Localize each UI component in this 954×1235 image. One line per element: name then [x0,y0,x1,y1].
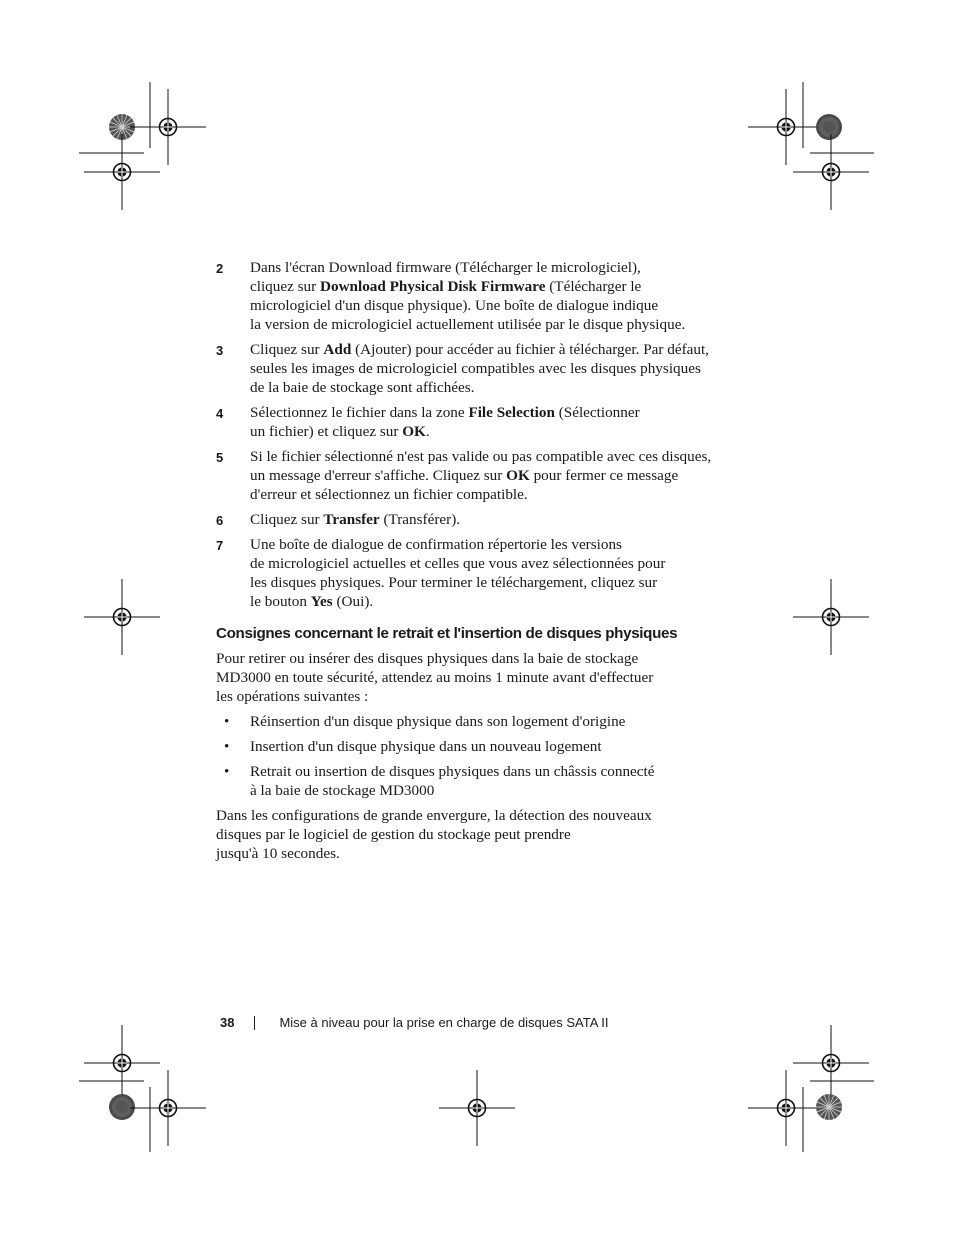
step-ui-term: OK [506,467,530,484]
step-ui-term: Add [323,341,352,358]
step-ui-term: OK [402,423,426,440]
step-item [216,447,736,504]
step-text-run: (Télécharger le [545,278,642,295]
step-text [250,535,736,611]
step-text-run: . [425,423,430,440]
intro-line: les opérations suivantes : [216,688,369,705]
step-item [216,340,736,397]
step-text-run: Si le fichier sélectionné n'est pas valide ou pas compatible avec ces disques, [250,448,712,465]
step-text [250,510,736,529]
step-number: 4 [216,406,224,421]
step-number: 2 [216,261,224,276]
step-item [216,403,736,441]
bullet-text [250,712,736,731]
bullet-icon: • [224,763,230,780]
step-text [250,258,736,334]
bullet-text [250,762,736,800]
bullet-line: Insertion d'un disque physique dans un nouveau logement [250,738,602,755]
step-text [250,340,736,397]
step-item [216,258,736,334]
bullet-list [216,712,736,800]
bullet-item [216,712,736,731]
step-text-run: Sélectionnez le fichier dans la zone [250,404,469,421]
step-ui-term: File Selection [468,404,555,421]
intro-line: Pour retirer ou insérer des disques physiques dans la baie de stockage [216,650,639,667]
bullet-line: à la baie de stockage MD3000 [250,782,435,799]
step-ui-term: Transfer [323,511,380,528]
intro-paragraph [216,649,736,706]
bullet-icon: • [224,713,230,730]
step-text-run: un message d'erreur s'affiche. Cliquez sur [250,467,507,484]
step-number: 7 [216,538,224,553]
bullet-line: Réinsertion d'un disque physique dans son logement d'origine [250,713,626,730]
step-ui-term: Yes [310,593,333,610]
page-footer [220,1015,609,1030]
step-text-run: d'erreur et sélectionnez un fichier compatible. [250,486,528,503]
step-text-run: (Ajouter) pour accéder au fichier à télécharger. Par défaut, [351,341,709,358]
step-text-run: cliquez sur [250,278,321,295]
step-text-run: (Oui). [332,593,374,610]
step-text-run: Cliquez sur [250,511,324,528]
footer-separator [254,1016,255,1030]
page-number: 38 [220,1015,235,1030]
step-text-run: pour fermer ce message [529,467,679,484]
step-text-run: les disques physiques. Pour terminer le téléchargement, cliquez sur [250,574,658,591]
step-text-run: un fichier) et cliquez sur [250,423,403,440]
closing-line: jusqu'à 10 secondes. [216,845,340,862]
step-text-run: Cliquez sur [250,341,324,358]
step-text-run: Dans l'écran Download firmware (Télécharger le micrologiciel), [250,259,641,276]
step-text-run: Une boîte de dialogue de confirmation répertorie les versions [250,536,622,553]
step-text [250,403,736,441]
step-text [250,447,736,504]
step-number: 5 [216,450,224,465]
step-list [216,258,736,611]
step-text-run: la version de micrologiciel actuellement utilisée par le disque physique. [250,316,686,333]
step-text-run: seules les images de micrologiciel compatibles avec les disques physiques [250,360,701,377]
bullet-icon: • [224,738,230,755]
step-text-run: le bouton [250,593,311,610]
bullet-item [216,737,736,756]
footer-title: Mise à niveau pour la prise en charge de disques SATA II [279,1015,609,1030]
closing-paragraph [216,806,736,863]
bullet-item [216,762,736,800]
closing-line: Dans les configurations de grande envergure, la détection des nouveaux [216,807,652,824]
step-ui-term: Download Physical Disk Firmware [320,278,546,295]
step-text-run: (Sélectionner [554,404,640,421]
step-text-run: (Transférer). [379,511,461,528]
step-number: 6 [216,513,224,528]
page-content [216,258,736,869]
step-text-run: micrologiciel d'un disque physique). Une boîte de dialogue indique [250,297,659,314]
closing-line: disques par le logiciel de gestion du stockage peut prendre [216,826,571,843]
bullet-text [250,737,736,756]
step-number: 3 [216,343,224,358]
step-text-run: de la baie de stockage sont affichées. [250,379,475,396]
step-item [216,510,736,529]
intro-line: MD3000 en toute sécurité, attendez au moins 1 minute avant d'effectuer [216,669,654,686]
step-text-run: de micrologiciel actuelles et celles que vous avez sélectionnées pour [250,555,666,572]
section-heading: Consignes concernant le retrait et l'insertion de disques physiques [216,625,678,642]
bullet-line: Retrait ou insertion de disques physiques dans un châssis connecté [250,763,655,780]
step-item [216,535,736,611]
